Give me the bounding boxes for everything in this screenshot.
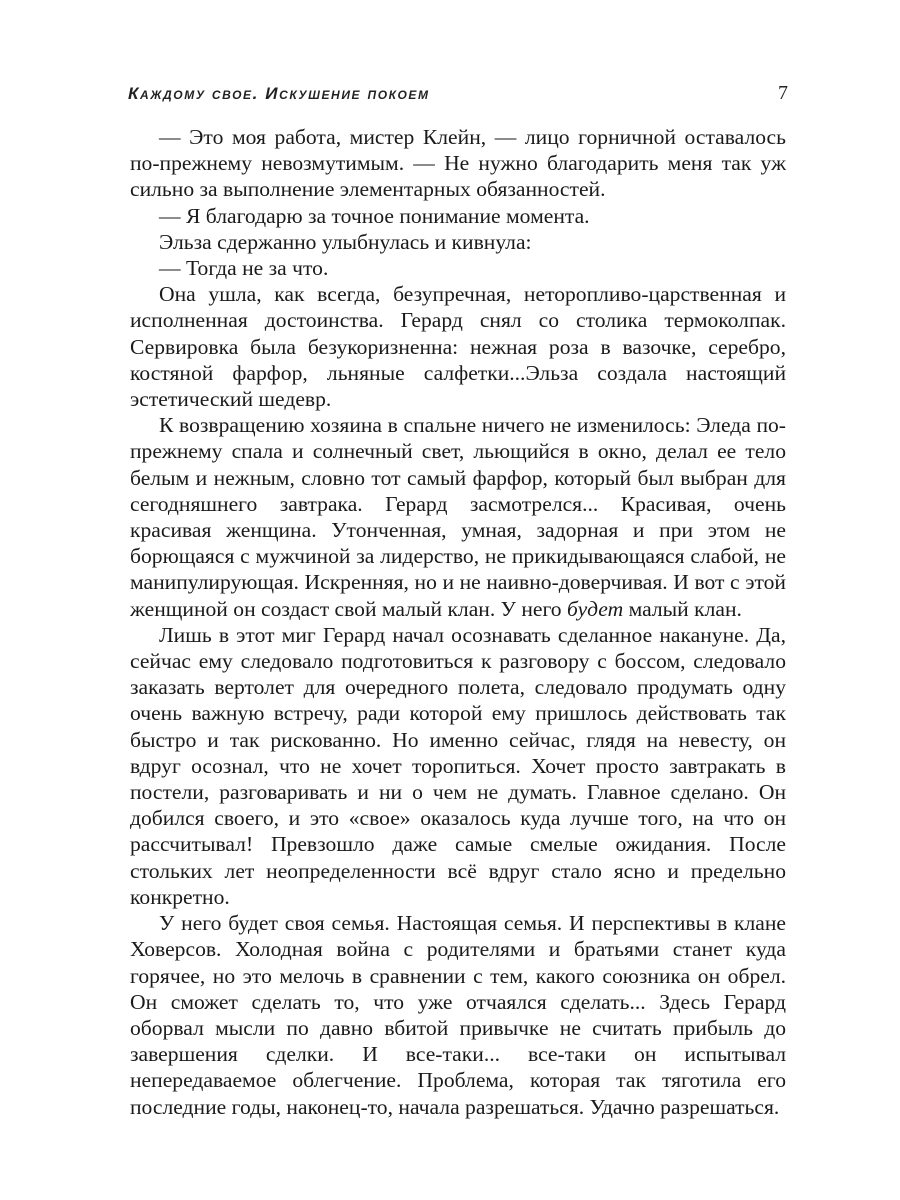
paragraph-2: — Я благодарю за точное понимание момента. xyxy=(159,203,590,228)
page-number: 7 xyxy=(778,82,788,104)
paragraph-4: — Тогда не за что. xyxy=(159,256,329,281)
paragraph-3: Эльза сдержанно улыбнулась и кивнула: xyxy=(159,229,532,254)
paragraph-7: Лишь в этот миг Герард начал осознавать сделанное накануне. Да, сейчас ему следовало подготовиться к разговору с боссом, следовало заказать вертолет для очередного полета, следовало продумать одну очень важную встречу, ради которой ему пришлось действовать так быстро и так рискованно. Но именно сейчас, глядя на невесту, он вдруг осознал, что не хочет торопиться. Хочет просто завтракать в постели, разговаривать и ни о чем не думать. Главное сделано. Он добился своего, и это «свое» оказалось куда лучше того, на что он рассчитывал! Превзошло даже самые смелые ожидания. После стольких лет неопределенности всё вдруг стало ясно и предельно конкретно. xyxy=(130,622,786,909)
paragraph-6-part-b: малый клан. xyxy=(623,596,742,621)
body-text xyxy=(130,124,786,1120)
paragraph-1: — Это моя работа, мистер Клейн, — лицо горничной оставалось по-прежнему невозмутимым. — Не нужно благодарить меня так уж сильно за выполнение элементарных обязанностей. xyxy=(130,125,786,202)
paragraph-6 xyxy=(130,412,786,622)
running-head xyxy=(128,84,788,110)
paragraph-8: У него будет своя семья. Настоящая семья. И перспективы в клане Ховерсов. Холодная война с родителями и братьями станет куда горячее, но это мелочь в сравнении с тем, какого союзника он обрел. Он сможет сделать то, что уже отчаялся сделать... Здесь Герард оборвал мысли по давно вбитой привычке не считать прибыль до завершения сделки. И все-таки... все-таки он испытывал непередаваемое облегчение. Проблема, которая так тяготила его последние годы, наконец-то, начала разрешаться. Удачно разрешаться. xyxy=(130,911,786,1119)
paragraph-6-part-a: К возвращению хозяина в спальне ничего не изменилось: Эледа по-прежнему спала и солнечный свет, льющийся в окно, делал ее тело белым и нежным, словно тот самый фарфор, который был выбран для сегодняшнего завтрака. Герард засмотрелся... Красивая, очень красивая женщина. Утонченная, умная, задорная и при этом не борющаяся с мужчиной за лидерство, не прикидывающаяся слабой, не манипулирующая. Искренняя, но и не наивно-доверчивая. И вот с этой женщиной он создаст свой малый клан. У него xyxy=(130,413,786,621)
paragraph-6-emphasis: будет xyxy=(567,596,624,621)
paragraph-5: Она ушла, как всегда, безупречная, неторопливо-царственная и исполненная достоинства. Герард снял со столика термоколпак. Сервировка была безукоризненна: нежная роза в вазочке, серебро, костяной фарфор, льняные салфетки...Эльза создала настоящий эстетический шедевр. xyxy=(130,282,786,412)
running-title: Каждому свое. Искушение покоем xyxy=(128,84,430,103)
